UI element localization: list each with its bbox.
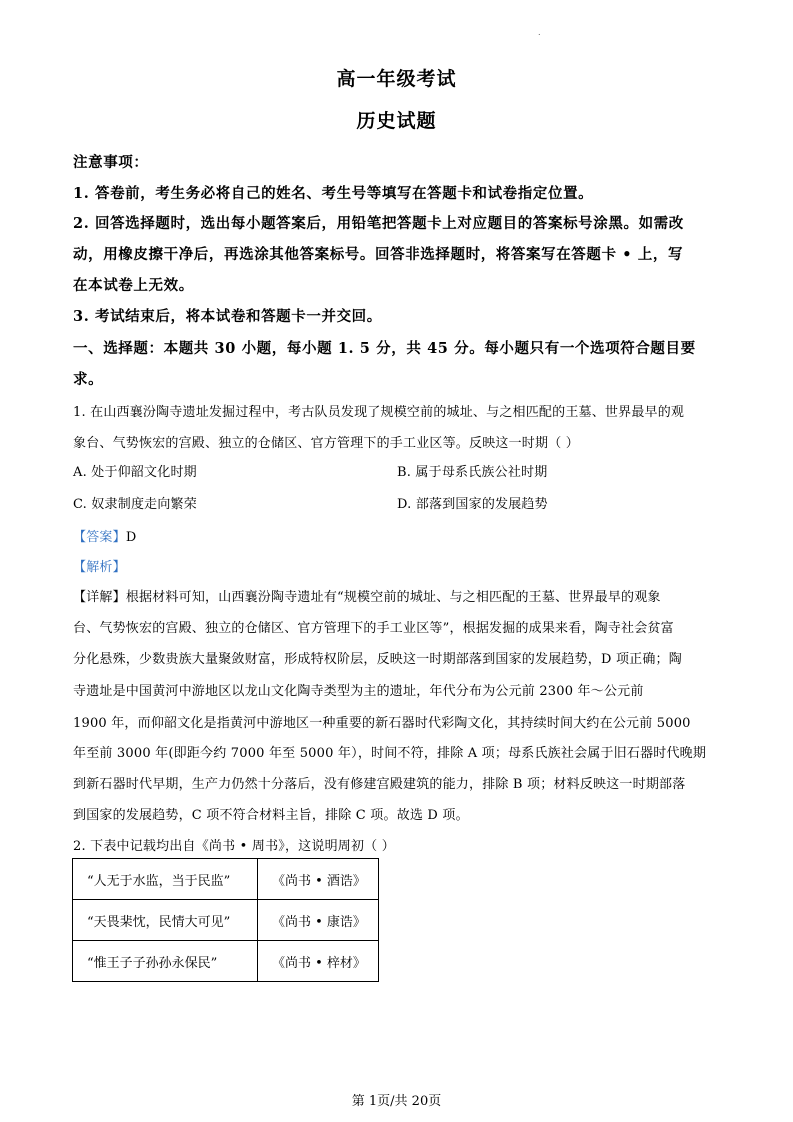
- table-row: [73, 941, 379, 982]
- notice-line: 动，用橡皮擦干净后，再选涂其他答案标号。回答非选择题时，将答案写在答题卡 • 上，写: [73, 246, 684, 263]
- detail-text: 根据材料可知，山西襄汾陶寺遗址有“规模空前的城址、与之相匹配的王墓、世界最早的观象: [125, 590, 661, 605]
- section-heading: 一、选择题：本题共 30 小题，每小题 1. 5 分，共 45 分。每小题只有一个选项符合题目要: [73, 340, 696, 357]
- answer-tag: 【答案】: [73, 530, 126, 545]
- q1-detail-line: 年至前 3000 年(即距今约 7000 年至 5000 年），时间不符，排除 A 项；母系氏族社会属于旧石器时代晚期: [73, 746, 707, 761]
- quote-cell: “人无于水监，当于民监”: [73, 859, 258, 900]
- q1-stem: 象台、气势恢宏的宫殿、独立的仓储区、官方管理下的手工业区等。反映这一时期（ ）: [73, 436, 579, 451]
- q1-detail-line: 1900 年，而仰韶文化是指黄河中游地区一种重要的新石器时代彩陶文化，其持续时间大约在公元前 5000: [73, 716, 691, 731]
- q1-answer: [73, 526, 136, 545]
- q1-option-a: A. 处于仰韶文化时期: [73, 465, 197, 480]
- page-number: 第 1页/共 20页: [351, 1094, 442, 1109]
- source-cell: 《尚书 • 酒诰》: [258, 859, 379, 900]
- section-heading-cont: 求。: [73, 371, 104, 388]
- quote-table: [72, 858, 379, 982]
- q1-detail-line: [73, 586, 661, 605]
- notice-line: 2. 回答选择题时，选出每小题答案后，用铅笔把答题卡上对应题目的答案标号涂黑。如需改: [73, 215, 684, 232]
- answer-value: D: [125, 530, 137, 545]
- quote-cell: “惟王子子孙孙永保民”: [73, 941, 258, 982]
- q1-option-b: B. 属于母系氏族公社时期: [397, 465, 548, 480]
- notice-heading: 注意事项：: [73, 154, 149, 171]
- quote-cell: “天畏棐忱，民情大可见”: [73, 900, 258, 941]
- q1-detail-line: 到新石器时代早期，生产力仍然十分落后，没有修建宫殿建筑的能力，排除 B 项；材料反映这一时期部落: [73, 777, 686, 792]
- q1-option-d: D. 部落到国家的发展趋势: [397, 497, 548, 512]
- analysis-tag: 【解析】: [73, 560, 126, 575]
- detail-tag: 【详解】: [73, 590, 126, 605]
- q1-detail-line: 寺遗址是中国黄河中游地区以龙山文化陶寺类型为主的遗址，年代分布为公元前 2300 年～公元前: [73, 684, 644, 699]
- notice-line: 1. 答卷前，考生务必将自己的姓名、考生号等填写在答题卡和试卷指定位置。: [73, 185, 594, 202]
- exam-subtitle: 历史试题: [356, 110, 437, 132]
- source-cell: 《尚书 • 梓材》: [258, 941, 379, 982]
- q1-option-c: C. 奴隶制度走向繁荣: [73, 497, 197, 512]
- q1-detail-line: 到国家的发展趋势，C 项不符合材料主旨，排除 C 项。故选 D 项。: [73, 808, 469, 823]
- q1-detail-line: 台、气势恢宏的宫殿、独立的仓储区、官方管理下的手工业区等”，根据发掘的成果来看，陶寺社会贫富: [73, 621, 674, 636]
- q1-stem: 1. 在山西襄汾陶寺遗址发掘过程中，考古队员发现了规模空前的城址、与之相匹配的王墓、世界最早的观: [73, 405, 685, 420]
- corner-mark: .: [538, 28, 541, 37]
- q1-detail-line: 分化悬殊，少数贵族大量聚敛财富，形成特权阶层，反映这一时期部落到国家的发展趋势，D 项正确；陶: [73, 652, 682, 667]
- table-row: [73, 900, 379, 941]
- q2-stem: 2. 下表中记载均出自《尚书 • 周书》，这说明周初（ ）: [73, 839, 395, 854]
- notice-line: 3. 考试结束后，将本试卷和答题卡一并交回。: [73, 308, 382, 325]
- notice-line: 在本试卷上无效。: [73, 277, 194, 294]
- exam-title: 高一年级考试: [336, 68, 457, 90]
- source-cell: 《尚书 • 康诰》: [258, 900, 379, 941]
- table-row: [73, 859, 379, 900]
